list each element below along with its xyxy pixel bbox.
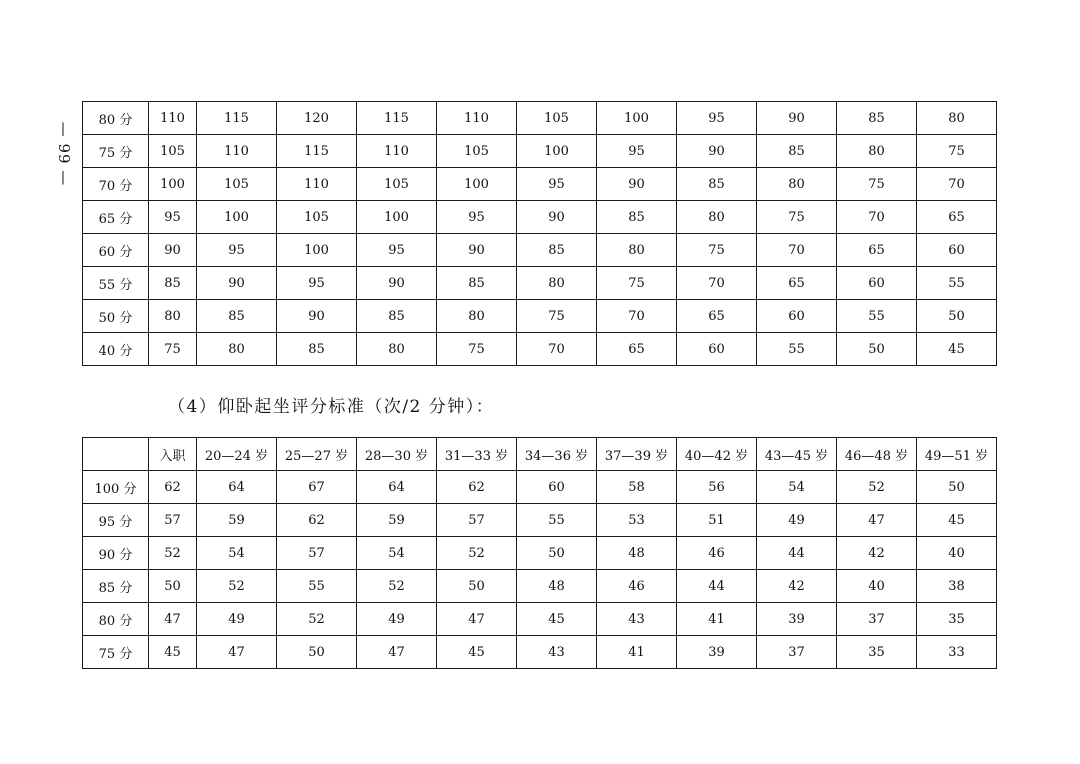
table-cell: 60 <box>517 471 597 504</box>
row-label-cell: 90 分 <box>83 537 149 570</box>
table-cell: 65 <box>837 234 917 267</box>
table-cell: 50 <box>149 570 197 603</box>
table-cell: 37 <box>837 603 917 636</box>
row-label-cell: 40 分 <box>83 333 149 366</box>
table-cell: 95 <box>277 267 357 300</box>
row-label-cell: 75 分 <box>83 135 149 168</box>
row-label-cell: 65 分 <box>83 201 149 234</box>
table-cell: 40 <box>917 537 997 570</box>
table-row <box>83 570 997 603</box>
table-cell: 75 <box>917 135 997 168</box>
table-cell: 58 <box>597 471 677 504</box>
table-cell: 115 <box>197 102 277 135</box>
table-cell: 105 <box>437 135 517 168</box>
table-row <box>83 201 997 234</box>
table-cell: 52 <box>197 570 277 603</box>
table-cell: 95 <box>677 102 757 135</box>
table-cell: 110 <box>149 102 197 135</box>
table-cell: 75 <box>437 333 517 366</box>
table-cell: 60 <box>677 333 757 366</box>
table-cell: 105 <box>149 135 197 168</box>
table-cell: 80 <box>677 201 757 234</box>
table-cell: 85 <box>357 300 437 333</box>
table-cell: 65 <box>677 300 757 333</box>
table-cell: 80 <box>357 333 437 366</box>
table-cell: 110 <box>277 168 357 201</box>
table-cell: 75 <box>677 234 757 267</box>
table-row <box>83 333 997 366</box>
table-cell: 56 <box>677 471 757 504</box>
table-cell: 47 <box>149 603 197 636</box>
table-cell: 50 <box>517 537 597 570</box>
table-cell: 50 <box>837 333 917 366</box>
table-cell: 80 <box>437 300 517 333</box>
table-cell: 95 <box>517 168 597 201</box>
table-cell: 52 <box>837 471 917 504</box>
table-cell: 42 <box>757 570 837 603</box>
table-cell: 60 <box>917 234 997 267</box>
table-cell: 52 <box>149 537 197 570</box>
table-cell: 45 <box>517 603 597 636</box>
table-row <box>83 168 997 201</box>
column-header-cell: 49—51 岁 <box>917 438 997 471</box>
table-cell: 39 <box>677 636 757 669</box>
table-cell: 37 <box>757 636 837 669</box>
table-cell: 100 <box>437 168 517 201</box>
table-cell: 100 <box>277 234 357 267</box>
table-cell: 90 <box>517 201 597 234</box>
table-cell: 115 <box>357 102 437 135</box>
table-cell: 45 <box>149 636 197 669</box>
table-cell: 53 <box>597 504 677 537</box>
row-label-cell: 50 分 <box>83 300 149 333</box>
table-cell: 80 <box>197 333 277 366</box>
table-cell: 90 <box>677 135 757 168</box>
column-header-cell <box>83 438 149 471</box>
table-cell: 47 <box>437 603 517 636</box>
table-row <box>83 603 997 636</box>
header-row <box>83 438 997 471</box>
table-cell: 95 <box>149 201 197 234</box>
table-cell: 41 <box>677 603 757 636</box>
table-cell: 42 <box>837 537 917 570</box>
table-cell: 85 <box>757 135 837 168</box>
row-label-cell: 80 分 <box>83 603 149 636</box>
column-header-cell: 46—48 岁 <box>837 438 917 471</box>
table-cell: 57 <box>149 504 197 537</box>
table-cell: 85 <box>277 333 357 366</box>
table-cell: 62 <box>437 471 517 504</box>
table-cell: 49 <box>757 504 837 537</box>
table-cell: 43 <box>517 636 597 669</box>
table-cell: 80 <box>149 300 197 333</box>
table-cell: 85 <box>437 267 517 300</box>
column-header-cell: 25—27 岁 <box>277 438 357 471</box>
table-cell: 70 <box>917 168 997 201</box>
top-score-table <box>82 101 997 366</box>
table-cell: 90 <box>357 267 437 300</box>
table-cell: 67 <box>277 471 357 504</box>
table-cell: 95 <box>597 135 677 168</box>
table-cell: 62 <box>277 504 357 537</box>
table-row <box>83 471 997 504</box>
table-cell: 64 <box>357 471 437 504</box>
table-cell: 105 <box>197 168 277 201</box>
table-cell: 90 <box>197 267 277 300</box>
row-label-cell: 100 分 <box>83 471 149 504</box>
table-cell: 44 <box>757 537 837 570</box>
table-cell: 52 <box>277 603 357 636</box>
page-number: — 99 — <box>55 121 73 187</box>
table-cell: 90 <box>597 168 677 201</box>
table-row <box>83 300 997 333</box>
table-cell: 100 <box>197 201 277 234</box>
table-cell: 110 <box>197 135 277 168</box>
column-header-cell: 28—30 岁 <box>357 438 437 471</box>
table-cell: 70 <box>677 267 757 300</box>
table-cell: 62 <box>149 471 197 504</box>
table-cell: 50 <box>917 300 997 333</box>
table-cell: 35 <box>837 636 917 669</box>
column-header-cell: 34—36 岁 <box>517 438 597 471</box>
table-cell: 46 <box>677 537 757 570</box>
table-cell: 64 <box>197 471 277 504</box>
table-cell: 80 <box>597 234 677 267</box>
table-cell: 120 <box>277 102 357 135</box>
table-cell: 49 <box>357 603 437 636</box>
table-cell: 95 <box>197 234 277 267</box>
table-cell: 57 <box>277 537 357 570</box>
table-cell: 55 <box>917 267 997 300</box>
table-cell: 80 <box>837 135 917 168</box>
table-cell: 115 <box>277 135 357 168</box>
column-header-cell: 43—45 岁 <box>757 438 837 471</box>
table-cell: 110 <box>357 135 437 168</box>
table-row <box>83 102 997 135</box>
table-cell: 80 <box>917 102 997 135</box>
row-label-cell: 55 分 <box>83 267 149 300</box>
row-label-cell: 60 分 <box>83 234 149 267</box>
table-cell: 105 <box>277 201 357 234</box>
table-cell: 47 <box>357 636 437 669</box>
row-label-cell: 75 分 <box>83 636 149 669</box>
row-label-cell: 95 分 <box>83 504 149 537</box>
table-cell: 70 <box>757 234 837 267</box>
table-row <box>83 636 997 669</box>
situp-score-table <box>82 437 997 669</box>
table-cell: 70 <box>517 333 597 366</box>
table-cell: 47 <box>197 636 277 669</box>
situp-table-body <box>83 471 997 669</box>
column-header-cell: 31—33 岁 <box>437 438 517 471</box>
table-cell: 45 <box>917 333 997 366</box>
table-cell: 33 <box>917 636 997 669</box>
table-cell: 90 <box>277 300 357 333</box>
table-cell: 35 <box>917 603 997 636</box>
table-row <box>83 537 997 570</box>
column-header-cell: 37—39 岁 <box>597 438 677 471</box>
table-cell: 90 <box>757 102 837 135</box>
table-cell: 50 <box>277 636 357 669</box>
table-cell: 52 <box>437 537 517 570</box>
table-cell: 75 <box>597 267 677 300</box>
table-cell: 54 <box>357 537 437 570</box>
table-cell: 47 <box>837 504 917 537</box>
table-cell: 75 <box>517 300 597 333</box>
table-cell: 105 <box>357 168 437 201</box>
table-cell: 65 <box>917 201 997 234</box>
table-cell: 43 <box>597 603 677 636</box>
column-header-cell: 20—24 岁 <box>197 438 277 471</box>
table-cell: 80 <box>757 168 837 201</box>
table-cell: 90 <box>149 234 197 267</box>
table-cell: 48 <box>517 570 597 603</box>
table-cell: 41 <box>597 636 677 669</box>
table-cell: 65 <box>757 267 837 300</box>
table-cell: 59 <box>357 504 437 537</box>
table-cell: 48 <box>597 537 677 570</box>
table-cell: 95 <box>437 201 517 234</box>
table-cell: 75 <box>757 201 837 234</box>
table-cell: 75 <box>149 333 197 366</box>
row-label-cell: 70 分 <box>83 168 149 201</box>
table-cell: 54 <box>197 537 277 570</box>
table-cell: 100 <box>357 201 437 234</box>
table-cell: 90 <box>437 234 517 267</box>
table-cell: 54 <box>757 471 837 504</box>
table-cell: 85 <box>197 300 277 333</box>
table-cell: 85 <box>677 168 757 201</box>
table-cell: 85 <box>517 234 597 267</box>
table-cell: 55 <box>517 504 597 537</box>
table-cell: 50 <box>437 570 517 603</box>
table-row <box>83 267 997 300</box>
table-cell: 65 <box>597 333 677 366</box>
section-heading: （4）仰卧起坐评分标准（次/2 分钟）： <box>168 397 495 417</box>
table-cell: 85 <box>149 267 197 300</box>
table-cell: 95 <box>357 234 437 267</box>
table-row <box>83 135 997 168</box>
table-cell: 105 <box>517 102 597 135</box>
table-cell: 70 <box>597 300 677 333</box>
table-cell: 45 <box>437 636 517 669</box>
table-cell: 55 <box>277 570 357 603</box>
table-cell: 75 <box>837 168 917 201</box>
table-cell: 40 <box>837 570 917 603</box>
table-cell: 100 <box>517 135 597 168</box>
top-table-body <box>83 102 997 366</box>
row-label-cell: 85 分 <box>83 570 149 603</box>
table-cell: 70 <box>837 201 917 234</box>
table-cell: 44 <box>677 570 757 603</box>
table-cell: 50 <box>917 471 997 504</box>
table-cell: 60 <box>757 300 837 333</box>
table-cell: 60 <box>837 267 917 300</box>
table-cell: 100 <box>149 168 197 201</box>
table-cell: 80 <box>517 267 597 300</box>
column-header-cell: 40—42 岁 <box>677 438 757 471</box>
table-cell: 49 <box>197 603 277 636</box>
table-cell: 57 <box>437 504 517 537</box>
table-cell: 38 <box>917 570 997 603</box>
table-row <box>83 504 997 537</box>
table-cell: 100 <box>597 102 677 135</box>
table-cell: 46 <box>597 570 677 603</box>
situp-table-header <box>83 438 997 471</box>
table-cell: 52 <box>357 570 437 603</box>
table-cell: 110 <box>437 102 517 135</box>
column-header-cell: 入职 <box>149 438 197 471</box>
table-row <box>83 234 997 267</box>
table-cell: 55 <box>837 300 917 333</box>
row-label-cell: 80 分 <box>83 102 149 135</box>
table-cell: 55 <box>757 333 837 366</box>
table-cell: 85 <box>837 102 917 135</box>
table-cell: 51 <box>677 504 757 537</box>
table-cell: 39 <box>757 603 837 636</box>
table-cell: 85 <box>597 201 677 234</box>
table-cell: 45 <box>917 504 997 537</box>
table-cell: 59 <box>197 504 277 537</box>
